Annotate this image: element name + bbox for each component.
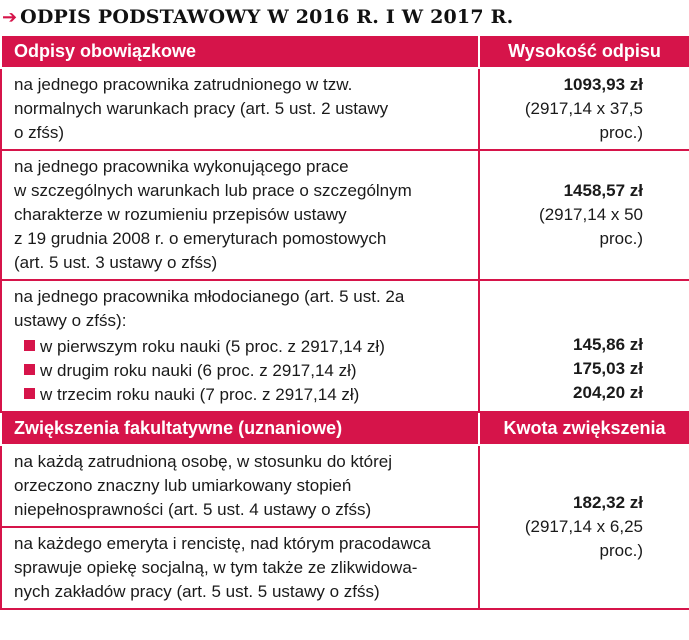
arrow-icon: ➔ (2, 6, 18, 27)
young-description: na jednego pracownika młodocianego (art. 5 ust. 2a ustawy o zfśs): w pierwszym roku nauki (5 proc. z 2917,14 zł) w drugim roku nauki (6 proc. z 2917,14 zł) w trzecim roku nauki (7 proc. z 2917,14 zł) (1, 280, 479, 412)
row1-amount: 1093,93 zł (563, 75, 643, 94)
list-item: w pierwszym roku nauki (5 proc. z 2917,14 zł) (14, 335, 468, 359)
list-item: w trzecim roku nauki (7 proc. z 2917,14 zł) (14, 383, 468, 407)
allowance-table (0, 34, 689, 610)
section2-amount: 182,32 zł (573, 493, 643, 512)
section2-header-row (1, 412, 689, 445)
square-bullet-icon (24, 388, 35, 399)
table-row (1, 280, 689, 412)
page-title (0, 0, 689, 34)
young-items (14, 335, 468, 407)
disabled-description: na każdą zatrudnioną osobę, w stosunku do której orzeczono znaczny lub umiarkowany stopień niepełnosprawności (art. 5 ust. 4 ustawy o zfśs) (1, 445, 479, 527)
row1-description: na jednego pracownika zatrudnionego w tzw. normalnych warunkach pracy (art. 5 ust. 2 ustawy o zfśs) (1, 68, 479, 150)
row2-description: na jednego pracownika wykonującego prace w szczególnych warunkach lub prace o szczególnym charakterze w rozumieniu przepisów ustawy z 19 grudnia 2008 r. o emeryturach pomostowych (art. 5 ust. 3 ustawy o zfśs) (1, 150, 479, 280)
row1-value: 1093,93 zł (2917,14 x 37,5 proc.) (479, 68, 689, 150)
section2-header-right: Kwota zwiększenia (479, 412, 689, 445)
table-row (1, 150, 689, 280)
young-values: 145,86 zł 175,03 zł 204,20 zł (479, 280, 689, 412)
row2-value: 1458,57 zł (2917,14 x 50 proc.) (479, 150, 689, 280)
title-text: ODPIS PODSTAWOWY W 2016 R. I W 2017 R. (20, 6, 514, 28)
section1-header-right: Wysokość odpisu (479, 35, 689, 68)
section2-header-left: Zwiększenia fakultatywne (uznaniowe) (1, 412, 479, 445)
row2-amount: 1458,57 zł (563, 181, 643, 200)
list-item: w drugim roku nauki (6 proc. z 2917,14 zł) (14, 359, 468, 383)
section1-header-row (1, 35, 689, 68)
section2-value: 182,32 zł (2917,14 x 6,25 proc.) (479, 445, 689, 609)
square-bullet-icon (24, 364, 35, 375)
table-row (1, 445, 689, 527)
square-bullet-icon (24, 340, 35, 351)
section1-header-left: Odpisy obowiązkowe (1, 35, 479, 68)
table-row (1, 68, 689, 150)
pensioner-description: na każdego emeryta i rencistę, nad którym pracodawca sprawuje opiekę socjalną, w tym także ze zlikwidowa- nych zakładów pracy (art. 5 ust. 5 ustawy o zfśs) (1, 527, 479, 609)
